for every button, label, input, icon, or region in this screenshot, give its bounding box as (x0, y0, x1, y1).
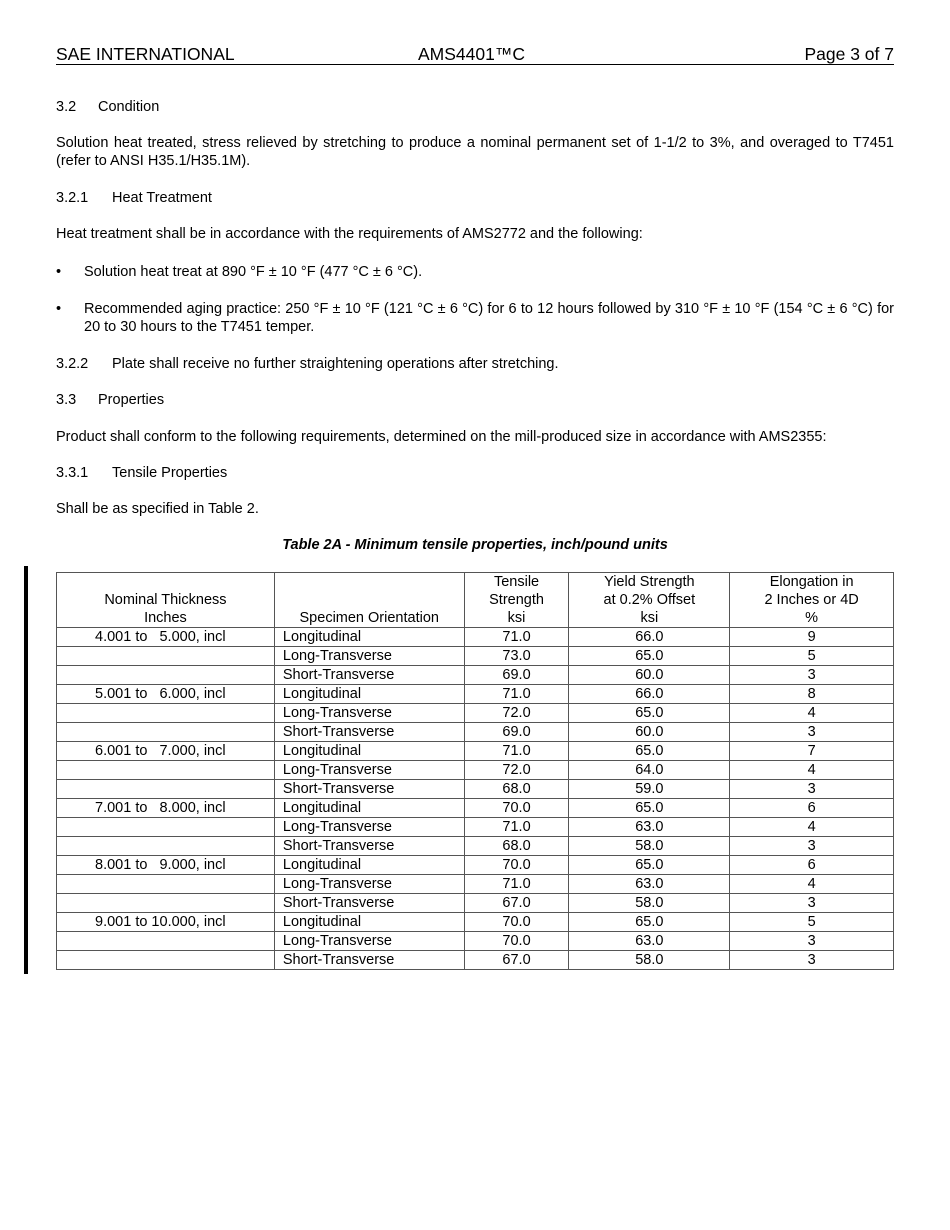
table-row (57, 723, 894, 742)
cell-orientation: Long-Transverse (274, 875, 464, 894)
table-row (57, 818, 894, 837)
cell-tensile-strength: 71.0 (464, 875, 569, 894)
section-heading-3-2-2: 3.2.2 Plate shall receive no further straightening operations after stretching. (56, 356, 559, 372)
cell-tensile-strength: 69.0 (464, 666, 569, 685)
section-heading-3-2-1: 3.2.1 Heat Treatment (56, 190, 212, 206)
cell-yield-strength: 66.0 (569, 685, 730, 704)
cell-yield-strength: 65.0 (569, 799, 730, 818)
cell-thickness: 6.001 to 7.000, incl (57, 742, 275, 761)
cell-elongation: 4 (730, 761, 894, 780)
cell-orientation: Long-Transverse (274, 704, 464, 723)
cell-elongation: 5 (730, 913, 894, 932)
cell-elongation: 6 (730, 799, 894, 818)
cell-tensile-strength: 73.0 (464, 647, 569, 666)
table-row (57, 856, 894, 875)
cell-thickness (57, 951, 275, 970)
cell-yield-strength: 64.0 (569, 761, 730, 780)
cell-orientation: Short-Transverse (274, 837, 464, 856)
cell-elongation: 3 (730, 837, 894, 856)
cell-yield-strength: 63.0 (569, 875, 730, 894)
table-row (57, 894, 894, 913)
cell-elongation: 4 (730, 818, 894, 837)
cell-orientation: Short-Transverse (274, 951, 464, 970)
cell-orientation: Long-Transverse (274, 761, 464, 780)
cell-yield-strength: 65.0 (569, 913, 730, 932)
page-header (56, 44, 894, 65)
header-elongation: Elongation in 2 Inches or 4D % (730, 573, 894, 628)
cell-thickness: 7.001 to 8.000, incl (57, 799, 275, 818)
table-row (57, 932, 894, 951)
cell-tensile-strength: 70.0 (464, 856, 569, 875)
cell-elongation: 9 (730, 628, 894, 647)
header-org: SAE INTERNATIONAL (56, 44, 235, 64)
cell-orientation: Longitudinal (274, 742, 464, 761)
cell-orientation: Longitudinal (274, 628, 464, 647)
section-heading-3-3-1: 3.3.1 Tensile Properties (56, 465, 228, 481)
cell-yield-strength: 65.0 (569, 856, 730, 875)
cell-elongation: 3 (730, 894, 894, 913)
cell-yield-strength: 65.0 (569, 742, 730, 761)
cell-tensile-strength: 68.0 (464, 780, 569, 799)
cell-orientation: Long-Transverse (274, 932, 464, 951)
table-row (57, 951, 894, 970)
section-heading-3-3: 3.3 Properties (56, 392, 165, 408)
cell-tensile-strength: 67.0 (464, 894, 569, 913)
cell-thickness (57, 894, 275, 913)
cell-tensile-strength: 67.0 (464, 951, 569, 970)
cell-elongation: 3 (730, 723, 894, 742)
table-row (57, 666, 894, 685)
cell-thickness (57, 875, 275, 894)
cell-thickness: 9.001 to 10.000, incl (57, 913, 275, 932)
cell-elongation: 6 (730, 856, 894, 875)
cell-orientation: Longitudinal (274, 799, 464, 818)
cell-thickness: 8.001 to 9.000, incl (57, 856, 275, 875)
cell-tensile-strength: 69.0 (464, 723, 569, 742)
cell-tensile-strength: 70.0 (464, 932, 569, 951)
table-row (57, 704, 894, 723)
cell-yield-strength: 60.0 (569, 666, 730, 685)
cell-elongation: 3 (730, 780, 894, 799)
cell-yield-strength: 60.0 (569, 723, 730, 742)
table-row (57, 647, 894, 666)
cell-orientation: Longitudinal (274, 856, 464, 875)
cell-thickness (57, 837, 275, 856)
cell-yield-strength: 58.0 (569, 951, 730, 970)
header-tensile-strength: Tensile Strength ksi (464, 573, 569, 628)
revision-bar (24, 566, 28, 974)
cell-thickness (57, 932, 275, 951)
cell-thickness (57, 647, 275, 666)
cell-tensile-strength: 70.0 (464, 913, 569, 932)
cell-orientation: Longitudinal (274, 685, 464, 704)
table-row (57, 780, 894, 799)
cell-tensile-strength: 72.0 (464, 761, 569, 780)
cell-yield-strength: 63.0 (569, 818, 730, 837)
cell-orientation: Long-Transverse (274, 818, 464, 837)
cell-tensile-strength: 71.0 (464, 742, 569, 761)
cell-tensile-strength: 71.0 (464, 628, 569, 647)
table-row (57, 913, 894, 932)
cell-orientation: Short-Transverse (274, 723, 464, 742)
paragraph-properties: Product shall conform to the following requirements, determined on the mill-produced size in accordance with AMS2355: (56, 429, 827, 445)
cell-thickness (57, 818, 275, 837)
cell-elongation: 4 (730, 704, 894, 723)
cell-yield-strength: 65.0 (569, 704, 730, 723)
cell-tensile-strength: 71.0 (464, 685, 569, 704)
paragraph-condition: Solution heat treated, stress relieved by stretching to produce a nominal permanent set of 1-1/2 to 3%, and overaged to T7451 (refer to ANSI H35.1/H35.1M). (56, 135, 894, 169)
table-row (57, 742, 894, 761)
cell-thickness (57, 780, 275, 799)
paragraph-heat-treatment: Heat treatment shall be in accordance with the requirements of AMS2772 and the following: (56, 226, 643, 242)
cell-tensile-strength: 70.0 (464, 799, 569, 818)
table-row (57, 799, 894, 818)
tensile-properties-table (56, 572, 894, 970)
cell-thickness (57, 761, 275, 780)
cell-thickness: 4.001 to 5.000, incl (57, 628, 275, 647)
cell-elongation: 8 (730, 685, 894, 704)
cell-orientation: Short-Transverse (274, 894, 464, 913)
cell-orientation: Longitudinal (274, 913, 464, 932)
header-specimen-orientation: Specimen Orientation (274, 573, 464, 628)
header-doc-number: AMS4401™C (418, 44, 525, 64)
header-nominal-thickness: Nominal Thickness Inches (57, 573, 275, 628)
cell-orientation: Long-Transverse (274, 647, 464, 666)
table-caption: Table 2A - Minimum tensile properties, inch/pound units (282, 537, 668, 553)
cell-elongation: 7 (730, 742, 894, 761)
cell-elongation: 4 (730, 875, 894, 894)
cell-elongation: 3 (730, 951, 894, 970)
cell-tensile-strength: 71.0 (464, 818, 569, 837)
cell-yield-strength: 59.0 (569, 780, 730, 799)
cell-thickness: 5.001 to 6.000, incl (57, 685, 275, 704)
cell-yield-strength: 58.0 (569, 837, 730, 856)
section-heading-3-2: 3.2 Condition (56, 99, 160, 115)
table-row (57, 875, 894, 894)
cell-yield-strength: 63.0 (569, 932, 730, 951)
cell-thickness (57, 704, 275, 723)
cell-thickness (57, 723, 275, 742)
table-row (57, 761, 894, 780)
cell-elongation: 3 (730, 666, 894, 685)
cell-orientation: Short-Transverse (274, 666, 464, 685)
table-header-row (57, 573, 894, 628)
cell-yield-strength: 65.0 (569, 647, 730, 666)
cell-tensile-strength: 68.0 (464, 837, 569, 856)
header-page-number: Page 3 of 7 (804, 44, 894, 64)
cell-elongation: 5 (730, 647, 894, 666)
table-row (57, 837, 894, 856)
table-row (57, 685, 894, 704)
cell-orientation: Short-Transverse (274, 780, 464, 799)
cell-yield-strength: 58.0 (569, 894, 730, 913)
cell-elongation: 3 (730, 932, 894, 951)
cell-yield-strength: 66.0 (569, 628, 730, 647)
header-yield-strength: Yield Strength at 0.2% Offset ksi (569, 573, 730, 628)
paragraph-tensile: Shall be as specified in Table 2. (56, 501, 259, 517)
table-row (57, 628, 894, 647)
cell-tensile-strength: 72.0 (464, 704, 569, 723)
cell-thickness (57, 666, 275, 685)
